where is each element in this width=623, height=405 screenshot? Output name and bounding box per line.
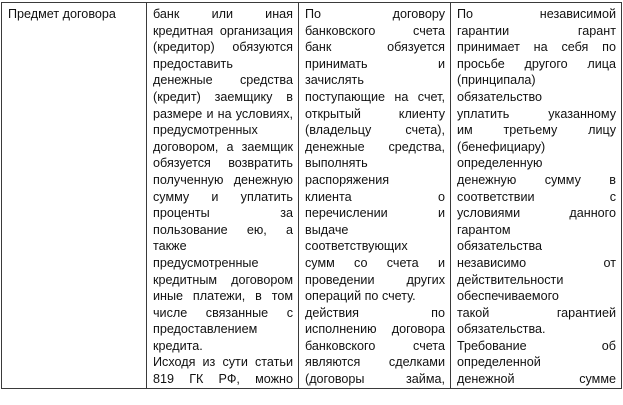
independent-guarantee-text (457, 6, 616, 388)
text-line: распоряжения (305, 172, 390, 187)
text-line: полученную денежную (153, 172, 293, 187)
text-line: По независимой (457, 7, 616, 21)
text-line: операций по счету. (305, 289, 416, 304)
text-line: определенной (457, 355, 541, 370)
text-line: Исходя из сути статьи (153, 355, 293, 370)
text-line: денежные средства, (305, 139, 445, 154)
text-line: (кредит) заемщику в (153, 89, 293, 104)
text-line: им третьему лицу (457, 123, 616, 138)
text-line: такой гарантией (457, 305, 616, 320)
text-line: гарантии гарант (457, 23, 616, 38)
text-line: исполнению договора (305, 322, 445, 337)
text-line: предоставить (153, 56, 233, 71)
text-line: зачислять (305, 73, 364, 88)
text-line: открытый клиенту (305, 106, 445, 121)
text-line: предусмотренных (153, 123, 258, 138)
contract-comparison-table (1, 2, 622, 389)
text-line: денежной сумме (457, 372, 616, 387)
text-line: соответствии с (457, 189, 616, 204)
text-line: выполнять (305, 156, 368, 171)
text-line: Требование об (457, 338, 616, 353)
text-line: проведении других (305, 272, 445, 287)
text-line: действия по (305, 305, 445, 320)
text-line: банковского счета (305, 23, 445, 38)
text-line: обязательства. (457, 322, 546, 337)
text-line: условиями данного (457, 206, 616, 221)
text-line: обязательства (457, 239, 543, 254)
text-line: являются сделками (305, 355, 445, 370)
text-line: (кредитор) обязуются (153, 40, 293, 55)
text-line: просьбе другого лица (457, 56, 616, 71)
text-line: определенную (457, 156, 543, 171)
text-line: иные платежи, в том (153, 289, 293, 304)
text-line: соответствующих (305, 239, 408, 254)
text-line: банк обязуется (305, 40, 445, 55)
text-line: выдаче (305, 222, 349, 237)
text-line: предусмотренные (153, 255, 259, 270)
text-line: уплатить указанному (457, 106, 616, 121)
text-line: предоставлением (153, 322, 258, 337)
text-line: независимо от (457, 255, 616, 270)
text-line: договором, а заемщик (153, 139, 293, 154)
text-line: пользование ею, а (153, 222, 293, 237)
loan-agreement-text (153, 6, 293, 388)
text-line: обязуется возвратить (153, 156, 293, 171)
text-line: размере и на условиях, (153, 106, 293, 121)
text-line: По договору (305, 7, 445, 21)
text-line: проценты за (153, 206, 293, 221)
text-line: кредитным договором (153, 272, 293, 287)
text-line: действительности (457, 272, 564, 287)
text-line: банковского счета (305, 338, 445, 353)
text-line: обязательство (457, 89, 543, 104)
text-line: (бенефициару) (457, 139, 546, 154)
text-line: кредитная организация (153, 23, 293, 38)
text-line: (владельцу счета), (305, 123, 445, 138)
text-line: сумм со счета и (305, 255, 445, 270)
text-line: обеспечиваемого (457, 289, 559, 304)
text-line: банк или иная (153, 7, 293, 21)
text-line: гарантом (457, 222, 511, 237)
bank-account-agreement-text (305, 6, 445, 388)
bank-account-agreement-cell (299, 3, 451, 389)
text-line: сумму и уплатить (153, 189, 293, 204)
text-line: кредита. (153, 338, 203, 353)
text-line: поступающие на счет, (305, 89, 445, 104)
text-line: принимать и (305, 56, 445, 71)
text-line: также (153, 239, 187, 254)
row-label: Предмет договора (8, 7, 116, 21)
text-line: (договоры займа, (305, 372, 445, 387)
text-line: клиента о (305, 189, 445, 204)
text-line: перечислении и (305, 206, 445, 221)
independent-guarantee-cell (451, 3, 622, 389)
text-line: (принципала) (457, 73, 536, 88)
text-line: 819 ГК РФ, можно (153, 372, 293, 387)
table-row (2, 3, 622, 389)
text-line: числе связанные с (153, 305, 293, 320)
text-line: денежные средства (153, 73, 293, 88)
text-line: принимает на себя по (457, 40, 616, 55)
text-line: денежную сумму в (457, 172, 616, 187)
row-label-cell (2, 3, 147, 389)
loan-agreement-cell (147, 3, 299, 389)
